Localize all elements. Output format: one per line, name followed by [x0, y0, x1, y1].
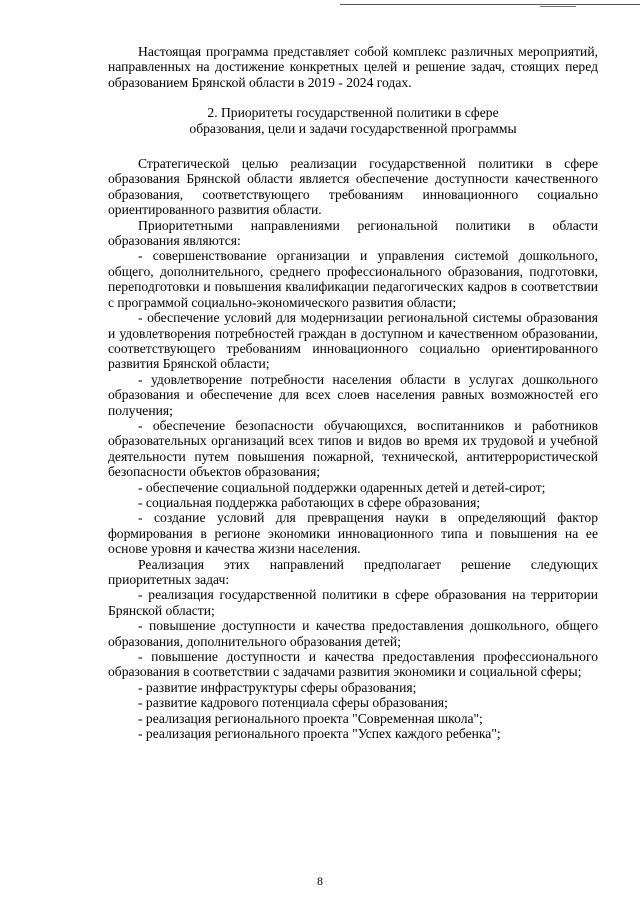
section-heading: [108, 105, 598, 136]
direction-item: - обеспечение безопасности обучающихся, воспитанников и работников образовательных организаций всех типов и видов во время их трудовой и учебной деятельности путем повышения пожарной, технической, антитеррористической безопасности объектов образования;: [108, 417, 598, 480]
section-heading-line-1: 2. Приоритеты государственной политики в сфере: [207, 105, 499, 121]
directions-intro-paragraph: Приоритетными направлениями региональной политики в области образования являются:: [108, 217, 598, 249]
task-item: - повышение доступности и качества предоставления профессионального образования в соответствии с задачами развития экономики и социальной сферы;: [108, 649, 598, 680]
task-item: - реализация регионального проекта "Успех каждого ребенка";: [138, 726, 501, 742]
direction-item: - создание условий для превращения науки в определяющий фактор формирования в регионе экономики инновационного типа и повышения на ее основе уровня и качества жизни населения.: [108, 510, 598, 557]
page-number: 8: [317, 874, 323, 888]
header-rule-mark: [540, 6, 576, 7]
header-rule: [340, 4, 640, 5]
tasks-intro-paragraph: Реализация этих направлений предполагает решение следующих приоритетных задач:: [108, 556, 598, 587]
goal-paragraph: Стратегической целью реализации государственной политики в сфере образования Брянской области является обеспечение доступности качественного образования, соответствующего требованиям инновационного социально ориентированного развития области.: [108, 156, 598, 218]
section-heading-line-2: образования, цели и задачи государственной программы: [189, 120, 517, 136]
task-item: - повышение доступности и качества предоставления дошкольного, общего образования, дополнительного образования детей;: [108, 618, 598, 649]
document-body: [108, 44, 598, 741]
direction-item: - совершенствование организации и управления системой дошкольного, общего, дополнительного, среднего профессионального образования, подготовки, переподготовки и повышения квалификации педагогических кадров в соответствии с программой социально-экономического развития области;: [108, 248, 598, 310]
intro-paragraph: Настоящая программа представляет собой комплекс различных мероприятий, направленных на достижение конкретных целей и решение задач, стоящих перед образованием Брянской области в 2019 - 2024 годах.: [108, 44, 598, 90]
direction-item: - социальная поддержка работающих в сфере образования;: [138, 494, 481, 510]
direction-item: - удовлетворение потребности населения области в услугах дошкольного образования и обеспечение для всех слоев населения равных возможностей его получения;: [108, 371, 598, 418]
direction-item: - обеспечение условий для модернизации региональной системы образования и удовлетворения потребностей граждан в доступном и качественном образовании, соответствующего требованиям инновационного социально ориентированного развития Брянской области;: [108, 310, 598, 372]
task-item: - реализация регионального проекта "Современная школа";: [138, 710, 483, 726]
direction-item: - обеспечение социальной поддержки одаренных детей и детей-сирот;: [138, 479, 546, 495]
task-item: - развитие кадрового потенциала сферы образования;: [138, 695, 448, 711]
task-item: - реализация государственной политики в сфере образования на территории Брянской области;: [108, 587, 598, 618]
task-item: - развитие инфраструктуры сферы образования;: [138, 679, 417, 695]
